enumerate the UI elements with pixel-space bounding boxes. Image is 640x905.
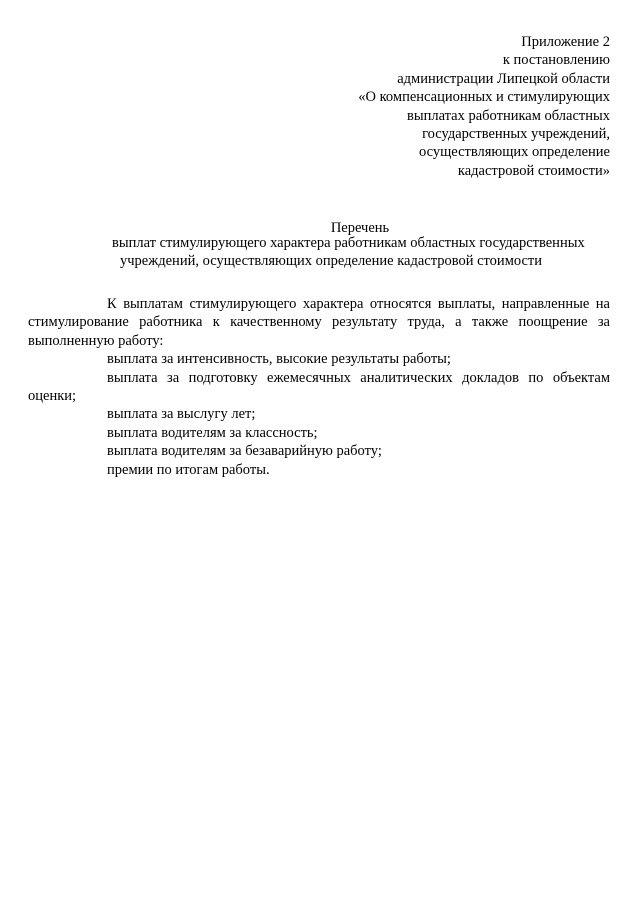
list-item: выплата водителям за безаварийную работу; — [107, 443, 382, 460]
document-body — [28, 295, 610, 479]
document-subtitle — [30, 234, 610, 271]
appendix-line: осуществляющих определение — [419, 144, 610, 161]
appendix-line: выплатах работникам областных — [407, 107, 610, 124]
appendix-line: государственных учреждений, — [422, 126, 610, 143]
appendix-line: администрации Липецкой области — [397, 70, 610, 87]
subtitle-line: выплат стимулирующего характера работникам областных государственных — [112, 235, 585, 251]
appendix-line: Приложение 2 — [521, 34, 610, 50]
list-item: выплата за выслугу лет; — [107, 406, 256, 423]
title-heading: Перечень — [330, 220, 390, 236]
subtitle-line: учреждений, осуществляющих определение кадастровой стоимости — [120, 253, 543, 270]
list-item: премии по итогам работы. — [107, 461, 270, 478]
list-item: выплата за интенсивность, высокие результаты работы; — [107, 351, 451, 368]
appendix-line: к постановлению — [502, 52, 610, 69]
appendix-line: «О компенсационных и стимулирующих — [358, 89, 610, 106]
intro-paragraph: К выплатам стимулирующего характера относятся выплаты, направленные на стимулирование работника к качественному результату труда, а также поощрение за выполненную работу: — [28, 296, 610, 349]
list-item: выплата водителям за классность; — [107, 424, 318, 441]
appendix-header — [310, 33, 610, 180]
appendix-line: кадастровой стоимости» — [457, 162, 610, 179]
list-item: выплата за подготовку ежемесячных аналитических докладов по объектам оценки; — [28, 369, 610, 405]
